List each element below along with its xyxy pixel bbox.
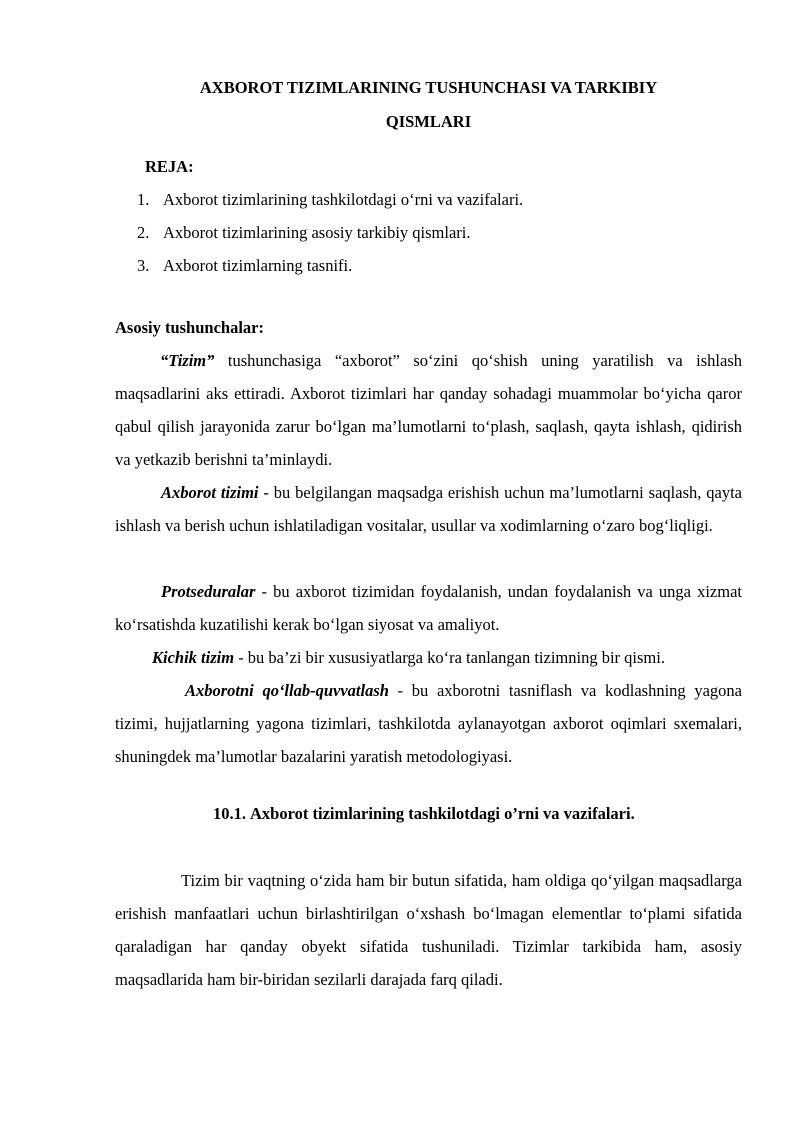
plan-item-text: Axborot tizimlarining tashkilotdagi o‘rni va vazifalari.	[163, 190, 524, 209]
plan-item	[137, 249, 523, 282]
section-number: 10.1.	[213, 804, 246, 823]
plan-item-text: Axborot tizimlarning tasnifi.	[163, 256, 353, 275]
definition-protseduralar: - bu axborot tizimidan foydalanish, undan foydalanish va unga xizmat ko‘rsatishda kuzatilishi kerak bo‘lgan siyosat va amaliyot.	[115, 582, 742, 634]
paragraph-protseduralar	[115, 575, 742, 641]
document-title	[115, 71, 742, 139]
paragraph-qollab	[115, 674, 742, 773]
plan-heading: REJA:	[145, 157, 194, 176]
title-line-2: QISMLARI	[385, 112, 472, 131]
definition-qollab: - bu axborotni tasniflash va kodlashning yagona tizimi, hujjatlarning yagona tizimlari, tashkilotda aylanayotgan axborot oqimlari sxemalari, shuningdek ma’lumotlar bazalarini yaratish metodologiyasi.	[115, 681, 742, 766]
paragraph-kichik-tizim	[115, 641, 742, 674]
plan-item	[137, 183, 523, 216]
plan-item-number: 2.	[137, 223, 150, 242]
plan-item-text: Axborot tizimlarining asosiy tarkibiy qismlari.	[163, 223, 471, 242]
term-kichik-tizim: Kichik tizim	[152, 648, 235, 667]
plan-item-number: 3.	[137, 256, 150, 275]
definition-axborot-tizimi: - bu belgilangan maqsadga erishish uchun ma’lumotlarni saqlash, qayta ishlash va berish uchun ishlatiladigan vositalar, usullar va xodimlarning o‘zaro bog‘liqligi.	[115, 483, 742, 535]
definition-kichik-tizim: - bu ba’zi bir xususiyatlarga ko‘ra tanlangan tizimning bir qismi.	[234, 648, 665, 667]
plan-item	[137, 216, 523, 249]
plan-list	[137, 183, 523, 282]
term-protseduralar: Protseduralar	[161, 582, 256, 601]
section-title: Axborot tizimlarining tashkilotdagi o’rni va vazifalari.	[250, 804, 635, 823]
section-heading	[213, 797, 635, 830]
paragraph-section: Tizim bir vaqtning o‘zida ham bir butun sifatida, ham oldiga qo‘yilgan maqsadlarga erishish manfaatlari uchun birlashtirilgan o‘xshash bo‘lmagan elementlar to‘plami sifatida qaraladigan har qanday obyekt sifatida tushuniladi. Tizimlar tarkibida ham, asosiy maqsadlarida ham bir-biridan sezilarli darajada farq qiladi.	[115, 871, 742, 989]
plan-item-number: 1.	[137, 190, 150, 209]
definition-tizim: tushunchasiga “axborot” so‘zini qo‘shish uning yaratilish va ishlash maqsadlarini aks ettiradi. Axborot tizimlari har qanday sohadagi muammolar bo‘yicha qaror qabul qilish jarayonida zarur bo‘lgan ma’lumotlarni to‘plash, saqlash, qayta ishlash, qidirish va yetkazib berishni ta’minlaydi.	[115, 351, 742, 469]
paragraph-axborot-tizimi	[115, 476, 742, 542]
paragraph-tizim	[115, 344, 742, 476]
title-line-1: AXBOROT TIZIMLARINING TUSHUNCHASI VA TARKIBIY	[199, 78, 658, 97]
term-qollab: Axborotni qo‘llab-quvvatlash	[185, 681, 389, 700]
concepts-heading: Asosiy tushunchalar:	[115, 318, 264, 337]
term-tizim: “Tizim”	[160, 351, 215, 370]
term-axborot-tizimi: Axborot tizimi	[161, 483, 259, 502]
